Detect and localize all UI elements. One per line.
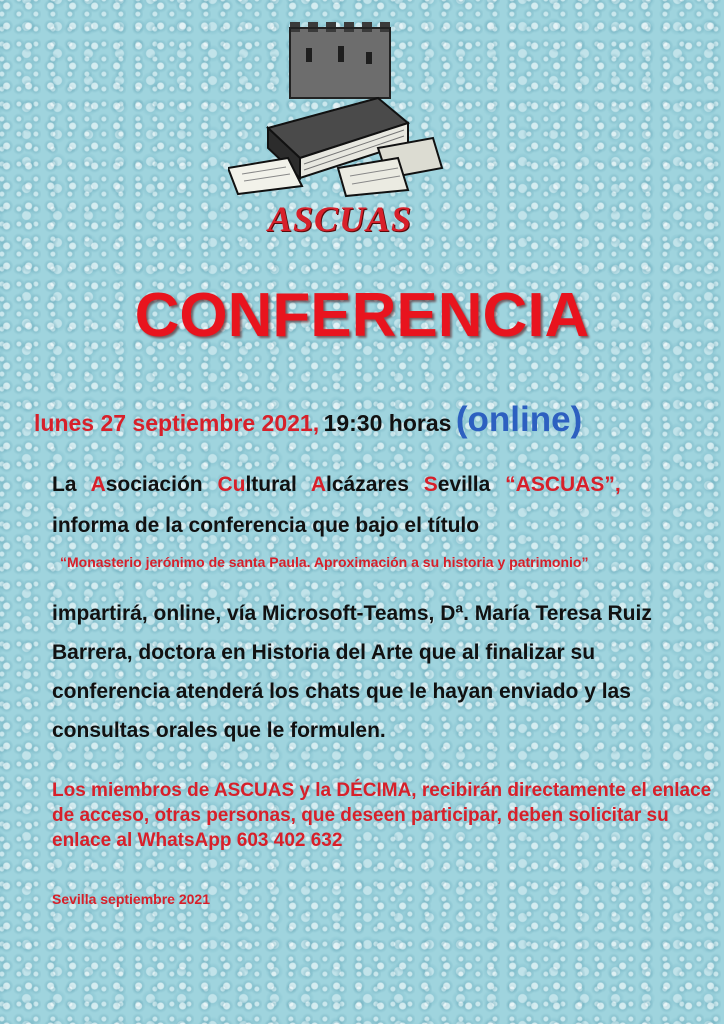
intro-initial: A: [90, 473, 106, 496]
event-mode: (online): [455, 400, 583, 439]
intro-acronym: “ASCUAS”,: [505, 473, 621, 496]
access-notice: Los miembros de ASCUAS y la DÉCIMA, recibirán directamente el enlace de acceso, otras personas, que deseen participar, deben solicitar su enlace al WhatsApp 603 402 632: [52, 780, 712, 851]
footer-date: Sevilla septiembre 2021: [52, 891, 210, 907]
event-date: lunes 27 septiembre 2021,: [34, 410, 320, 436]
intro-line-2: informa de la conferencia que bajo el título: [52, 514, 480, 537]
page-title: CONFERENCIA: [134, 281, 590, 350]
intro-word: evilla: [437, 473, 506, 496]
intro-word: sociación: [105, 473, 218, 496]
event-date-line: [34, 400, 582, 440]
intro-initial: Cu: [217, 473, 246, 496]
ascuas-logo-text: ASCUAS: [267, 199, 413, 239]
lecture-description: impartirá, online, vía Microsoft-Teams, Dª. María Teresa Ruiz Barrera, doctora en Historia del Arte que al finalizar su conferencia atenderá los chats que le hayan enviado y las consultas orales que le formulen.: [52, 602, 652, 742]
intro-word: ltural: [245, 473, 311, 496]
intro-initial: S: [423, 473, 438, 496]
intro-word: La: [52, 473, 91, 496]
ascuas-logo-illustration: [228, 18, 448, 198]
intro-word: lcázares: [326, 473, 424, 496]
intro-line-1: [52, 473, 712, 497]
lecture-title: “Monasterio jerónimo de santa Paula. Aproximación a su historia y patrimonio”: [60, 554, 589, 570]
event-time: 19:30 horas: [323, 410, 452, 436]
intro-initial: A: [310, 473, 327, 496]
